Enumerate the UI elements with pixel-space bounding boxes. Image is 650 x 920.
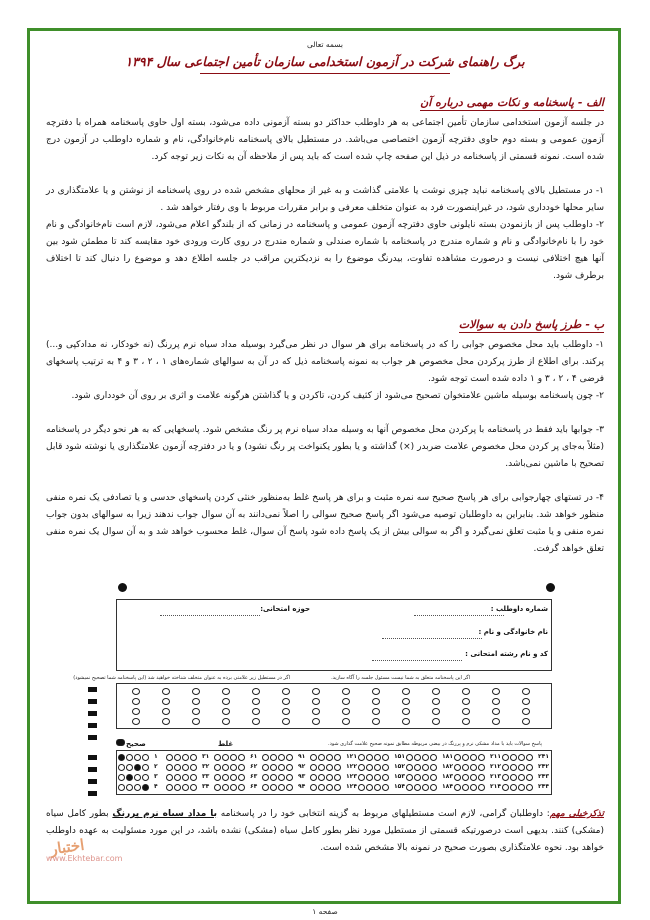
answer-bubble	[422, 764, 429, 771]
answer-bubble	[126, 754, 133, 761]
question-number: ۱۲۲	[346, 763, 357, 770]
answer-bubble	[318, 764, 325, 771]
section-a-rule	[420, 110, 604, 111]
code-bubble	[132, 718, 140, 725]
answer-bubble	[414, 774, 421, 781]
question-number: ۳۴	[202, 783, 210, 790]
code-bubble	[432, 688, 440, 695]
answer-bubble	[262, 774, 269, 781]
answer-bubble	[126, 764, 133, 771]
answer-bubble	[406, 784, 413, 791]
code-bubble	[432, 718, 440, 725]
answer-bubble	[278, 764, 285, 771]
code-bubble	[192, 688, 200, 695]
answer-bubble	[478, 784, 485, 791]
code-bubble	[192, 698, 200, 705]
answer-bubble	[238, 754, 245, 761]
question-number: ۲۴۴	[538, 783, 549, 790]
answer-bubble	[374, 754, 381, 761]
code-bubble	[432, 708, 440, 715]
full-name-line	[382, 638, 482, 639]
section-b-rule	[459, 332, 604, 333]
answer-bubble	[526, 764, 533, 771]
question-number: ۲۴۲	[538, 763, 549, 770]
answer-bubble	[470, 754, 477, 761]
answer-bubble	[518, 754, 525, 761]
code-bubble	[522, 708, 530, 715]
answer-bubble	[142, 784, 149, 791]
question-number: ۱۵۴	[394, 783, 405, 790]
answer-bubble	[334, 754, 341, 761]
answer-bubble	[462, 764, 469, 771]
answer-bubble	[502, 774, 509, 781]
answer-bubble	[214, 764, 221, 771]
answer-bubble	[262, 784, 269, 791]
answer-bubble	[518, 764, 525, 771]
question-number: ۱۲۳	[346, 773, 357, 780]
question-number: ۳۲	[202, 763, 210, 770]
answer-bubble	[310, 784, 317, 791]
watermark-url: www.Ekhtebar.com	[46, 854, 123, 863]
code-bubble	[282, 718, 290, 725]
code-bubble	[132, 708, 140, 715]
answer-bubble	[286, 754, 293, 761]
answer-bubble	[358, 764, 365, 771]
answer-bubble	[510, 784, 517, 791]
answer-bubble	[382, 784, 389, 791]
section-b-item-4: ۴- در تستهای چهارجوابی برای هر پاسخ صحیح سه نمره مثبت و برای هر پاسخ غلط به‌منظور خنثی کردن پاسخهای حدسی و یا تصادفی یک نمره منفی منظور خواهد شد. بنابراین به داوطلبان توصیه می‌شود اگر پاسخ صحیح سوالی را اصلاً نمی‌دانند به آن سوال جواب ندهند زیرا به سوالهای بدون جواب نمره منفی و یا مثبت تعلق نمی‌گیرد و اگر به سوالی بیش از یک پاسخ داده شود پاسخ آن سوال، غلط محسوب خواهد شد و به آن سوال یک نمره منفی تعلق خواهد گرفت.	[46, 493, 604, 554]
answer-bubble	[262, 764, 269, 771]
answer-bubble	[318, 774, 325, 781]
answer-bubble	[358, 784, 365, 791]
code-bubble	[222, 698, 230, 705]
answer-bubble	[238, 784, 245, 791]
page-title: برگ راهنمای شرکت در آزمون استخدامی سازمان تأمین اجتماعی سال ۱۳۹۴	[125, 54, 525, 69]
code-bubble	[462, 688, 470, 695]
answer-bubble	[118, 774, 125, 781]
code-bubble	[492, 698, 500, 705]
answer-bubble	[190, 764, 197, 771]
section-a-heading-text: الف - پاسخنامه و نکات مهمی درباره آن	[420, 96, 604, 109]
reminder-lead: تذکرخیلی مهم	[549, 809, 604, 819]
note-marking-rule: پاسخ سوالات باید با مداد مشکی نرم و پررنگ در بیضی مربوطه مطابق نمونه صحیح علامت گذاری شود.	[328, 741, 542, 747]
code-bubble	[402, 688, 410, 695]
answer-bubble	[214, 774, 221, 781]
answer-bubble	[430, 774, 437, 781]
answer-bubble	[166, 764, 173, 771]
exam-zone-line	[160, 615, 260, 616]
code-bubble	[342, 698, 350, 705]
reminder-text-1: : داوطلبان گرامی، لازم است مستطیلهای مربوط به گزینه انتخابی خود را در پاسخنامه	[217, 809, 550, 819]
question-number: ۱۵۳	[394, 773, 405, 780]
timing-mark	[88, 723, 97, 728]
question-number: ۴	[154, 783, 158, 790]
section-b-heading-text: ب - طرز پاسخ دادن به سوالات	[458, 318, 604, 331]
sample-correct-mark	[116, 739, 125, 746]
label-wrong: غلط	[218, 740, 234, 748]
code-bubble	[402, 698, 410, 705]
code-bubble	[462, 718, 470, 725]
question-number: ۹۲	[298, 763, 306, 770]
section-b-item-2: ۲- چون پاسخنامه بوسیله ماشین علامتخوان تصحیح می‌شود از کثیف کردن، تاکردن و یا گذاشتن هرگونه علامت و اثری بر روی آن خودداری شود.	[71, 391, 604, 401]
answer-bubble	[166, 754, 173, 761]
answer-bubble	[422, 784, 429, 791]
question-number: ۳۱	[202, 753, 210, 760]
answer-bubble	[182, 774, 189, 781]
answer-bubble	[470, 784, 477, 791]
code-bubble	[312, 688, 320, 695]
answer-bubble	[318, 754, 325, 761]
code-bubble	[222, 708, 230, 715]
code-bubble	[282, 688, 290, 695]
question-number: ۹۳	[298, 773, 306, 780]
answer-bubble	[286, 784, 293, 791]
answer-bubble	[222, 784, 229, 791]
question-number: ۲۱۱	[490, 753, 501, 760]
answer-bubble	[510, 754, 517, 761]
answer-bubble	[142, 754, 149, 761]
answer-bubble	[310, 764, 317, 771]
answer-bubble	[374, 764, 381, 771]
question-number: ۱۵۱	[394, 753, 405, 760]
question-number: ۳۳	[202, 773, 210, 780]
answer-bubble	[190, 774, 197, 781]
answer-bubble	[334, 764, 341, 771]
answer-bubble	[454, 754, 461, 761]
code-bubble	[162, 708, 170, 715]
code-bubble	[252, 688, 260, 695]
answer-bubble	[366, 784, 373, 791]
answer-bubble	[318, 784, 325, 791]
answer-bubble	[454, 764, 461, 771]
question-number: ۱۸۲	[442, 763, 453, 770]
code-bubble	[312, 718, 320, 725]
answer-bubble	[510, 774, 517, 781]
code-bubble	[372, 708, 380, 715]
answer-bubble	[518, 784, 525, 791]
answer-bubble	[526, 784, 533, 791]
field-candidate-id: شماره داوطلب :	[490, 605, 548, 613]
question-number: ۱۸۳	[442, 773, 453, 780]
answer-bubble	[414, 764, 421, 771]
answer-bubble	[462, 784, 469, 791]
question-number: ۶۴	[250, 783, 258, 790]
question-number: ۹۱	[298, 753, 306, 760]
answer-bubble	[126, 784, 133, 791]
code-bubble	[222, 718, 230, 725]
answer-bubble	[230, 774, 237, 781]
code-bubble	[162, 698, 170, 705]
answer-bubble	[366, 754, 373, 761]
answer-bubble	[374, 774, 381, 781]
question-number: ۱۵۲	[394, 763, 405, 770]
answer-bubble	[278, 754, 285, 761]
question-number: ۱۲۴	[346, 783, 357, 790]
answer-bubble	[478, 764, 485, 771]
question-number: ۲	[154, 763, 158, 770]
code-bubble	[192, 708, 200, 715]
section-a-item-2: ۲- داوطلب پس از بازنمودن بسته نایلونی حاوی دفترچه آزمون عمومی و پاسخنامه در زمانی که از بلندگو اعلام می‌شود، لازم است نام‌خانوادگی و نام خود را با نام‌خانوادگی و نام و شماره مندرج در پاسخنامه با شماره صندلی و شماره مندرج در روی کارت ورودی خود مقایسه کند تا مطمئن شود بین آنها هیچ اختلافی نیست و درصورت مشاهده تفاوت، بیدرنگ موضوع را به نزدیکترین مراقب در جلسه اطلاع دهد و موضوع را دنبال کند تا اختلاف برطرف شود.	[46, 220, 604, 281]
section-b-item-3: ۳- جوابها باید فقط در پاسخنامه با پرکردن محل مخصوص آنها به وسیله مداد سیاه نرم پر رنگ مشخص شود. پاسخهایی که به هر نحو دیگر در پاسخنامه (مثلاً به‌جای پر کردن محل مخصوص علامت ضربدر (×) گذاشته و یا بطور یکنواخت پر رنگ نشود) و یا در دفترچه آزمون علامتگذاری یا نوشته شود قابل تصحیح با ماشین نمی‌باشد.	[46, 425, 604, 469]
answer-bubble	[422, 774, 429, 781]
code-bubble	[462, 708, 470, 715]
answer-bubble	[430, 754, 437, 761]
section-b-heading	[459, 318, 604, 333]
note-ownership: اگر این پاسخنامه متعلق به شما نیست مسئول جلسه را آگاه سازید.	[331, 675, 470, 681]
question-number: ۱۸۴	[442, 783, 453, 790]
answer-bubble	[326, 784, 333, 791]
answer-bubble	[454, 774, 461, 781]
answer-bubble	[174, 764, 181, 771]
code-bubble	[132, 688, 140, 695]
answer-bubble	[382, 754, 389, 761]
answer-bubble	[286, 764, 293, 771]
question-number: ۱۸۱	[442, 753, 453, 760]
timing-mark	[88, 779, 97, 784]
code-bubble	[162, 688, 170, 695]
code-bubble	[372, 688, 380, 695]
answer-bubble	[230, 754, 237, 761]
answer-sheet-sample	[73, 585, 560, 795]
answer-bubble	[374, 784, 381, 791]
answer-bubble	[286, 774, 293, 781]
timing-mark	[88, 699, 97, 704]
answer-bubble	[134, 784, 141, 791]
candidate-id-line	[414, 615, 504, 616]
answer-bubble	[366, 774, 373, 781]
answer-bubble	[166, 784, 173, 791]
code-bubble	[342, 708, 350, 715]
answer-bubble	[382, 774, 389, 781]
question-number: ۳	[154, 773, 158, 780]
timing-mark	[88, 791, 97, 796]
answer-bubble	[414, 784, 421, 791]
answer-bubble	[430, 784, 437, 791]
code-bubble	[402, 718, 410, 725]
answer-bubble	[118, 754, 125, 761]
answer-bubble	[358, 774, 365, 781]
reminder-bold: با مداد سیاه نرم پررنگ	[112, 809, 218, 819]
answer-bubble	[190, 784, 197, 791]
answer-bubble	[182, 764, 189, 771]
page-number: صفحه ۱	[312, 907, 338, 916]
field-exam-zone: حوزه امتحانی:	[260, 605, 310, 613]
answer-bubble	[462, 754, 469, 761]
code-bubble	[492, 718, 500, 725]
answer-bubble	[270, 784, 277, 791]
field-exam-code: کد و نام رشته امتحانی :	[465, 650, 548, 658]
answer-bubble	[262, 754, 269, 761]
answer-bubble	[166, 774, 173, 781]
question-number: ۲۴۱	[538, 753, 549, 760]
question-number: ۲۱۳	[490, 773, 501, 780]
answer-bubble	[134, 774, 141, 781]
answer-bubble	[238, 764, 245, 771]
answer-bubble	[214, 784, 221, 791]
code-bubble	[432, 698, 440, 705]
answer-bubble	[182, 784, 189, 791]
code-bubble	[372, 718, 380, 725]
answer-bubble	[174, 774, 181, 781]
answer-bubble	[334, 774, 341, 781]
question-number: ۶۲	[250, 763, 258, 770]
important-reminder	[46, 806, 604, 857]
timing-mark	[88, 687, 97, 692]
answer-bubble	[366, 764, 373, 771]
answer-bubble	[174, 754, 181, 761]
registration-dot-right	[546, 583, 555, 592]
answer-bubble	[230, 784, 237, 791]
code-bubble	[342, 688, 350, 695]
code-bubble	[492, 708, 500, 715]
answer-bubble	[470, 764, 477, 771]
answer-bubble	[126, 774, 133, 781]
code-bubble	[312, 698, 320, 705]
answer-bubble	[478, 774, 485, 781]
answer-bubble	[142, 774, 149, 781]
answer-bubble	[134, 754, 141, 761]
watermark-logo	[38, 835, 128, 888]
answer-bubble	[454, 784, 461, 791]
label-right: صحیح	[126, 740, 146, 748]
answer-bubble	[334, 784, 341, 791]
code-bubble	[132, 698, 140, 705]
question-number: ۶۱	[250, 753, 258, 760]
code-bubble	[162, 718, 170, 725]
section-a-heading	[420, 96, 604, 111]
answer-bubble	[430, 764, 437, 771]
code-bubble	[222, 688, 230, 695]
answer-bubble	[278, 774, 285, 781]
question-number: ۲۱۴	[490, 783, 501, 790]
answer-bubble	[222, 754, 229, 761]
answer-bubble	[518, 774, 525, 781]
section-a-intro: در جلسه آزمون استخدامی سازمان تأمین اجتماعی به هر داوطلب حداکثر دو بسته آزمونی داده می‌شود، بسته اول حاوی پاسخنامه همراه با دفترچه آزمون عمومی و بسته دوم حاوی دفترچه آزمون اختصاصی می‌باشد. در مستطیل بالای پاسخنامه نام‌خانوادگی، نام و شماره داوطلب در آزمون درج شده است. نمونه قسمتی از پاسخنامه در ذیل این صفحه چاپ شده است که باید پس از ملاحظه آن به نکات زیر توجه کرد.	[46, 118, 604, 162]
answer-bubble	[118, 764, 125, 771]
code-bubble	[312, 708, 320, 715]
timing-mark	[88, 767, 97, 772]
answer-bubble	[502, 784, 509, 791]
question-number: ۲۴۳	[538, 773, 549, 780]
reminder-text-2: بطور کامل سیاه (مشکی) کنند. بدیهی است درصورتیکه قسمتی از مستطیل مورد نظر بطور کامل سیاه (مشکی) نشده باشد، در این مورد مسئولیت به عهده داوطلب خواهد بود. نحوه علامتگذاری بصورت صحیح در نمونه بالا مشخص شده است.	[46, 809, 604, 853]
question-number: ۹۴	[298, 783, 306, 790]
section-a-item-1: ۱- در مستطیل بالای پاسخنامه نباید چیزی نوشت یا علامتی گذاشت و به غیر از محلهای مشخص شده در روی پاسخنامه از نوشتن و یا علامتگذاری در سایر محلها خودداری شود، در غیراینصورت فرد به عنوان متخلف معرفی و برابر مقررات مربوط با وی رفتار خواهد شد .	[46, 186, 604, 213]
answer-bubble	[358, 754, 365, 761]
code-bubble	[342, 718, 350, 725]
answer-bubble	[510, 764, 517, 771]
answer-bubble	[270, 764, 277, 771]
question-number: ۱۲۱	[346, 753, 357, 760]
answer-bubble	[326, 754, 333, 761]
answer-bubble	[478, 754, 485, 761]
code-bubble	[522, 698, 530, 705]
timing-mark	[88, 711, 97, 716]
registration-dot-left	[118, 583, 127, 592]
answer-bubble	[278, 784, 285, 791]
answer-bubble	[222, 774, 229, 781]
section-b-item-1: ۱- داوطلب باید محل مخصوص جوابی را که در پاسخنامه برای هر سوال در نظر می‌گیرد بوسیله مداد سیاه نرم پررنگ (نه خودکار، نه مدادکپی و...) پرکند. برای اطلاع از طرز پرکردن محل مخصوص هر جواب به نمونه پاسخنامه ذیل که در آن به سوالهای شماره‌های ۱ ، ۲ ، ۳ و ۴ به ترتیب پاسخهای فرضی ۴ ، ۲ ، ۳ و ۱ داده شده است توجه شود.	[46, 340, 604, 384]
answer-bubble	[310, 754, 317, 761]
answer-bubble	[406, 764, 413, 771]
answer-bubble	[222, 764, 229, 771]
question-number: ۶۳	[250, 773, 258, 780]
code-bubble	[252, 708, 260, 715]
answer-bubble	[230, 764, 237, 771]
answer-bubble	[190, 754, 197, 761]
answer-bubble	[526, 754, 533, 761]
answer-bubble	[270, 754, 277, 761]
watermark-brand: اختبار	[48, 835, 86, 859]
title-underline	[200, 73, 450, 74]
code-bubble	[192, 718, 200, 725]
answer-bubble	[310, 774, 317, 781]
code-bubble	[372, 698, 380, 705]
question-number: ۲۱۲	[490, 763, 501, 770]
answer-bubble	[470, 774, 477, 781]
answer-bubble	[326, 774, 333, 781]
code-bubble	[252, 698, 260, 705]
answer-bubble	[526, 774, 533, 781]
answer-bubble	[142, 764, 149, 771]
code-bubble	[402, 708, 410, 715]
answer-bubble	[270, 774, 277, 781]
answer-bubble	[414, 754, 421, 761]
code-bubble	[252, 718, 260, 725]
answer-bubble	[326, 764, 333, 771]
answer-bubble	[118, 784, 125, 791]
answer-bubble	[174, 784, 181, 791]
code-bubble	[282, 708, 290, 715]
answer-bubble	[238, 774, 245, 781]
basmala: بسمه تعالی	[306, 40, 344, 49]
answer-bubble	[182, 754, 189, 761]
answer-bubble	[406, 774, 413, 781]
timing-mark	[88, 755, 97, 760]
answer-bubble	[502, 764, 509, 771]
answer-bubble	[134, 764, 141, 771]
answer-bubble	[422, 754, 429, 761]
code-bubble	[522, 718, 530, 725]
note-violation: اگر در مستطیل زیر علامتی برده به عنوان متخلف شناخته خواهید شد (این پاسخنامه شما تصحیح نمیشود)	[73, 675, 290, 681]
code-bubble	[462, 698, 470, 705]
answer-bubble	[502, 754, 509, 761]
answer-bubble	[462, 774, 469, 781]
timing-mark	[88, 735, 97, 740]
question-number: ۱	[154, 753, 158, 760]
answer-bubble	[382, 764, 389, 771]
exam-code-line	[372, 660, 462, 661]
answer-bubble	[406, 754, 413, 761]
code-bubble	[282, 698, 290, 705]
answer-bubble	[214, 754, 221, 761]
special-code-grid	[116, 683, 552, 729]
field-full-name: نام خانوادگی و نام :	[478, 628, 548, 636]
code-bubble	[492, 688, 500, 695]
code-bubble	[522, 688, 530, 695]
